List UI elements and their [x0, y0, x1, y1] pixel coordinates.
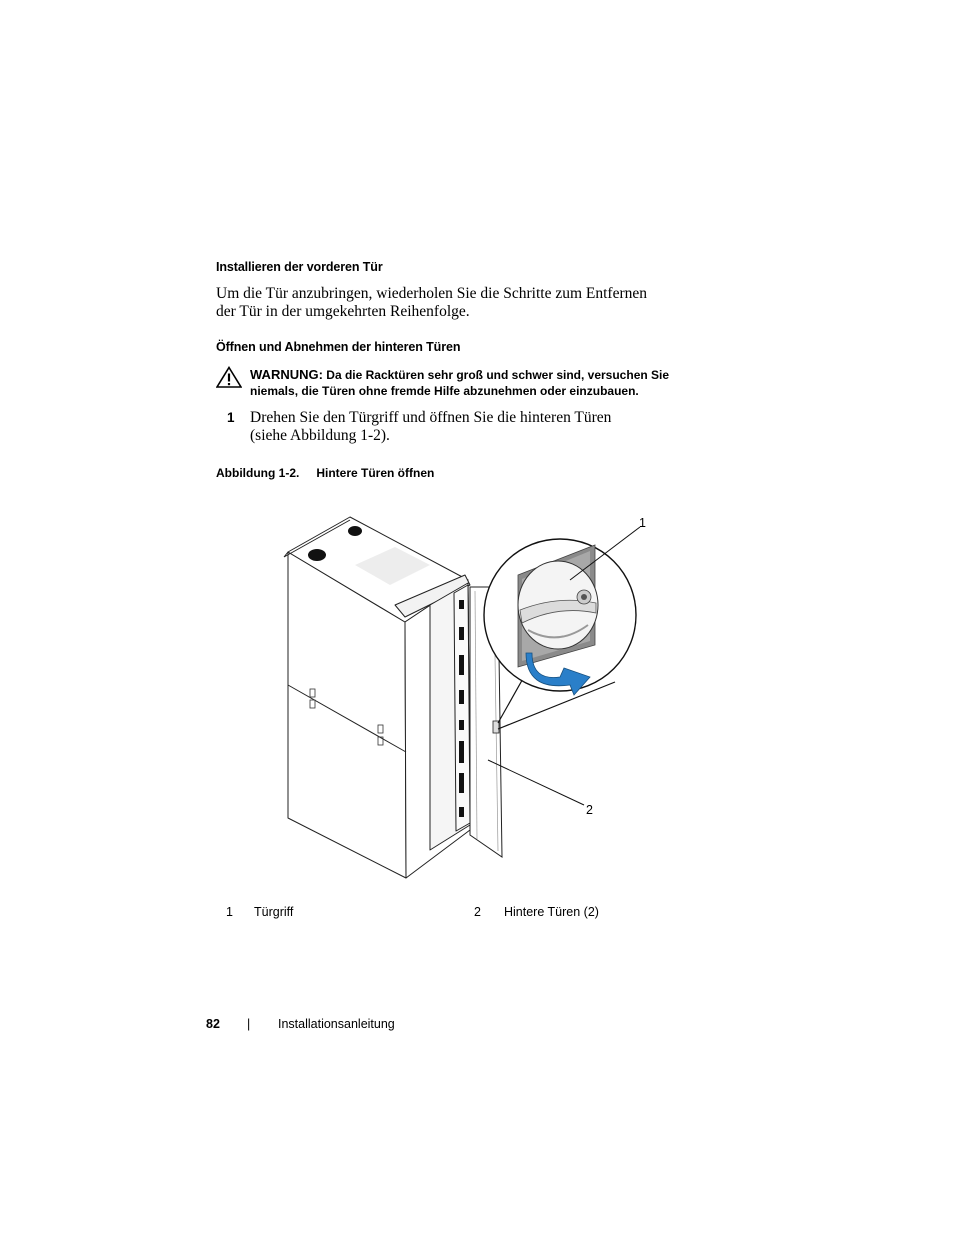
cable-hole — [308, 549, 326, 561]
step-number: 1 — [227, 410, 235, 425]
step-line: Drehen Sie den Türgriff und öffnen Sie die hinteren Türen — [250, 409, 612, 426]
callout-1: 1 — [639, 516, 646, 530]
legend-label-rear-doors: Hintere Türen (2) — [504, 905, 599, 919]
legend-label-door-handle: Türgriff — [254, 905, 294, 919]
section-heading-rear-doors: Öffnen und Abnehmen der hinteren Türen — [216, 340, 461, 354]
warning-line: Da die Racktüren sehr groß und schwer sind, versuchen Sie — [322, 368, 670, 382]
footer-separator: | — [247, 1017, 251, 1031]
body-line: Um die Tür anzubringen, wiederholen Sie die Schritte zum Entfernen — [216, 285, 647, 302]
step-line: (siehe Abbildung 1-2). — [250, 427, 390, 444]
figure-caption-label: Abbildung 1-2. — [216, 466, 300, 480]
warning-icon — [216, 366, 242, 393]
body-line: der Tür in der umgekehrten Reihenfolge. — [216, 303, 470, 320]
legend-number: 2 — [474, 905, 481, 919]
footer-title: Installationsanleitung — [278, 1017, 395, 1031]
rack-door-illustration — [270, 505, 660, 890]
warning-line: niemals, die Türen ohne fremde Hilfe abzunehmen oder einzubauen. — [250, 384, 639, 398]
warning-label: WARNUNG: — [250, 367, 323, 382]
callout-2: 2 — [586, 803, 593, 817]
step-text — [250, 409, 611, 445]
legend-number: 1 — [226, 905, 233, 919]
rack-rail — [454, 585, 470, 831]
figure-caption-title: Hintere Türen öffnen — [316, 466, 435, 480]
body-paragraph-front-door — [216, 285, 647, 321]
cable-hole — [348, 526, 362, 536]
figure-caption — [216, 466, 434, 480]
warning-text — [250, 367, 669, 399]
section-heading-front-door: Installieren der vorderen Tür — [216, 260, 383, 274]
page-number: 82 — [206, 1017, 220, 1031]
